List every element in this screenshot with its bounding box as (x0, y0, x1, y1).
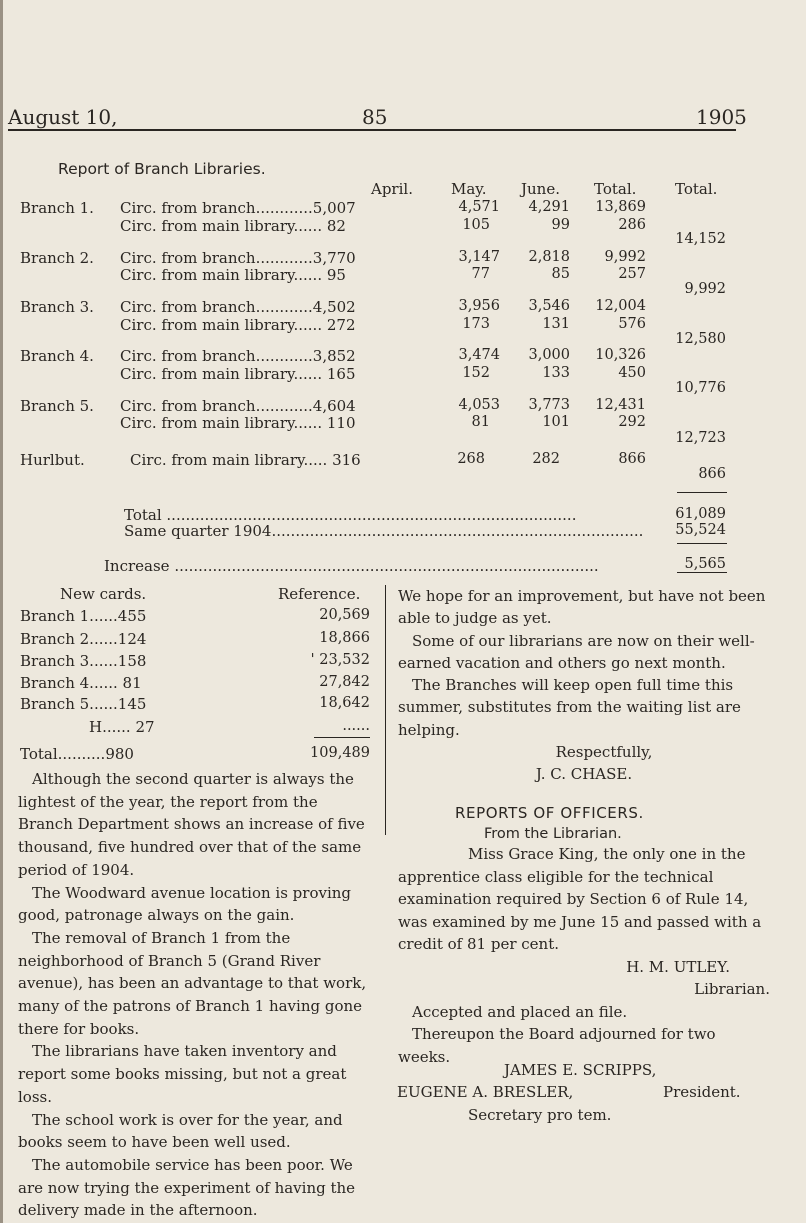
table-cell: 99 (551, 217, 570, 233)
table-cell: 286 (618, 217, 646, 233)
table-row-label: Circ. from branch............3,852 (120, 347, 356, 365)
table-cell: 81 (471, 414, 490, 430)
librarian-report (398, 843, 770, 1068)
col-may: May. (451, 180, 487, 198)
hurlbut-label: Hurlbut. (20, 451, 85, 469)
table-cell: 282 (532, 451, 560, 467)
secretary-title: Secretary pro tem. (468, 1106, 612, 1124)
paragraph: The school work is over for the year, and books seem to have been well used. (18, 1110, 343, 1152)
branch-5-label: Branch 5. (20, 397, 94, 415)
paragraph: The automobile service has been poor. We are now trying the experiment of having the delivery made in the afternoon. (18, 1155, 356, 1220)
cards-row-name: H...... 27 (89, 718, 155, 736)
table-row-label: Circ. from main library...... 272 (120, 316, 356, 334)
paragraph: Thereupon the Board adjourned for two weeks. (398, 1025, 716, 1066)
table-row-label: Circ. from branch............5,007 (120, 199, 356, 217)
same-quarter-label: Same quarter 1904.............................................................................. (124, 522, 644, 540)
paragraph: The Woodward avenue location is proving good, patronage always on the gain. (18, 883, 352, 925)
branch-1-label: Branch 1. (20, 199, 94, 217)
table-cell: 292 (618, 414, 646, 430)
cards-row-name: Branch 5......145 (20, 695, 147, 713)
paragraph: Miss Grace King, the only one in the apprentice class eligible for the technical examination required by Section 6 of Rule 14, was examined by me June 15 and passed with a credit of 81 per cent. (398, 845, 762, 953)
table-cell: 152 (462, 365, 490, 381)
total-label: Total ...................................................................................... (124, 506, 577, 524)
branch-3-label: Branch 3. (20, 298, 94, 316)
cards-total-label: Total..........980 (20, 745, 134, 763)
left-text-column (18, 768, 374, 1222)
table-cell: 4,053 (458, 397, 500, 413)
paragraph: The librarians have taken inventory and report some books missing, but not a great loss. (18, 1042, 347, 1106)
table-cell: 3,474 (458, 347, 500, 363)
table-row-label: Circ. from main library...... 165 (120, 365, 356, 383)
paragraph: Some of our librarians are now on their well-earned vacation and others go next month. (398, 631, 755, 672)
total-value: 61,089 (675, 506, 726, 522)
closing: Respectfully, (555, 743, 653, 762)
table-cell: 4,291 (528, 199, 570, 215)
president-name: JAMES E. SCRIPPS, (504, 1061, 657, 1079)
same-quarter-value: 55,524 (675, 522, 726, 538)
table-cell: 866 (618, 451, 646, 467)
table-cell: 131 (542, 316, 570, 332)
cards-row-name: Branch 3......158 (20, 652, 147, 670)
increase-value: 5,565 (684, 556, 726, 572)
header-page-number: 85 (362, 105, 388, 129)
table-cell: 3,773 (528, 397, 570, 413)
grand-total-cell: 866 (698, 466, 726, 482)
cards-row-name: Branch 4...... 81 (20, 674, 142, 692)
paragraph: The removal of Branch 1 from the neighborhood of Branch 5 (Grand River avenue), has been an advantage to that work, many of the patrons of Branch 1 having gone there for books. (18, 928, 367, 1038)
table-row-label: Circ. from main library..... 316 (130, 451, 361, 469)
grand-total-cell: 9,992 (684, 281, 726, 297)
secretary-name: EUGENE A. BRESLER, (397, 1083, 574, 1101)
grand-total-cell: 12,723 (675, 430, 726, 446)
table-cell: 133 (542, 365, 570, 381)
right-text-column (398, 585, 770, 786)
librarian-title: Librarian. (694, 980, 770, 998)
table-cell: 101 (542, 414, 570, 430)
table-cell: 12,431 (595, 397, 646, 413)
table-cell: 85 (551, 266, 570, 282)
cards-total-ref: 109,489 (310, 745, 370, 761)
table-cell: 105 (462, 217, 490, 233)
cards-header-reference: Reference. (278, 585, 361, 603)
table-cell: 3,147 (458, 249, 500, 265)
cards-row-ref: 18,866 (319, 630, 370, 646)
table-row-label: Circ. from main library...... 95 (120, 266, 346, 284)
sum-rule (677, 543, 727, 544)
col-grand-total: Total. (675, 180, 718, 198)
header-rule (8, 129, 736, 131)
table-cell: 2,818 (528, 249, 570, 265)
cards-sum-rule (314, 737, 370, 738)
cards-row-ref: ...... (342, 718, 370, 734)
table-cell: 576 (618, 316, 646, 332)
table-cell: 173 (462, 316, 490, 332)
paragraph: The Branches will keep open full time this summer, substitutes from the waiting list are helping. (398, 676, 741, 739)
column-divider (385, 585, 386, 835)
table-cell: 450 (618, 365, 646, 381)
cards-row-name: Branch 1......455 (20, 607, 147, 625)
table-row-label: Circ. from branch............4,502 (120, 298, 356, 316)
officers-heading: REPORTS OF OFFICERS. (455, 804, 644, 822)
header-date: August 10, (8, 105, 118, 129)
table-cell: 3,956 (458, 298, 500, 314)
grand-total-cell: 14,152 (675, 231, 726, 247)
col-april: April. (371, 180, 413, 198)
paragraph: Although the second quarter is always the lightest of the year, the report from the Branch Department shows an increase of five thousand, five hundred over that of the same period of 1904. (18, 770, 365, 879)
cards-row-ref: 18,642 (319, 695, 370, 711)
cards-row-ref: 27,842 (319, 674, 370, 690)
table-cell: 3,546 (528, 298, 570, 314)
table-cell: 13,869 (595, 199, 646, 215)
grand-total-cell: 10,776 (675, 380, 726, 396)
table-row-label: Circ. from branch............4,604 (120, 397, 356, 415)
cards-row-ref: ' 23,532 (310, 652, 370, 668)
branch-2-label: Branch 2. (20, 249, 94, 267)
librarian-name: H. M. UTLEY. (626, 957, 730, 976)
header-year: 1905 (696, 105, 747, 129)
table-cell: 257 (618, 266, 646, 282)
signer: J. C. CHASE. (535, 765, 633, 784)
report-title: Report of Branch Libraries. (58, 160, 266, 178)
table-cell: 77 (471, 266, 490, 282)
table-cell: 268 (457, 451, 485, 467)
branch-4-label: Branch 4. (20, 347, 94, 365)
table-cell: 9,992 (604, 249, 646, 265)
table-cell: 3,000 (528, 347, 570, 363)
table-row-label: Circ. from main library...... 82 (120, 217, 346, 235)
sum-rule (677, 572, 727, 573)
cards-header-new: New cards. (60, 585, 147, 603)
table-row-label: Circ. from branch............3,770 (120, 249, 356, 267)
cards-row-name: Branch 2......124 (20, 630, 147, 648)
paragraph: Accepted and placed an file. (412, 1002, 628, 1021)
paragraph: We hope for an improvement, but have not been able to judge as yet. (398, 587, 766, 628)
binding-shadow (0, 0, 3, 1223)
col-total: Total. (594, 180, 637, 198)
table-cell: 4,571 (458, 199, 500, 215)
sum-rule (677, 492, 727, 493)
president-title: President. (663, 1083, 741, 1101)
cards-row-ref: 20,569 (319, 607, 370, 623)
table-cell: 12,004 (595, 298, 646, 314)
librarian-subheading: From the Librarian. (484, 826, 622, 842)
table-row-label: Circ. from main library...... 110 (120, 414, 356, 432)
increase-label: Increase ......................................................................................... (104, 557, 599, 575)
table-cell: 10,326 (595, 347, 646, 363)
grand-total-cell: 12,580 (675, 331, 726, 347)
col-june: June. (521, 180, 560, 198)
